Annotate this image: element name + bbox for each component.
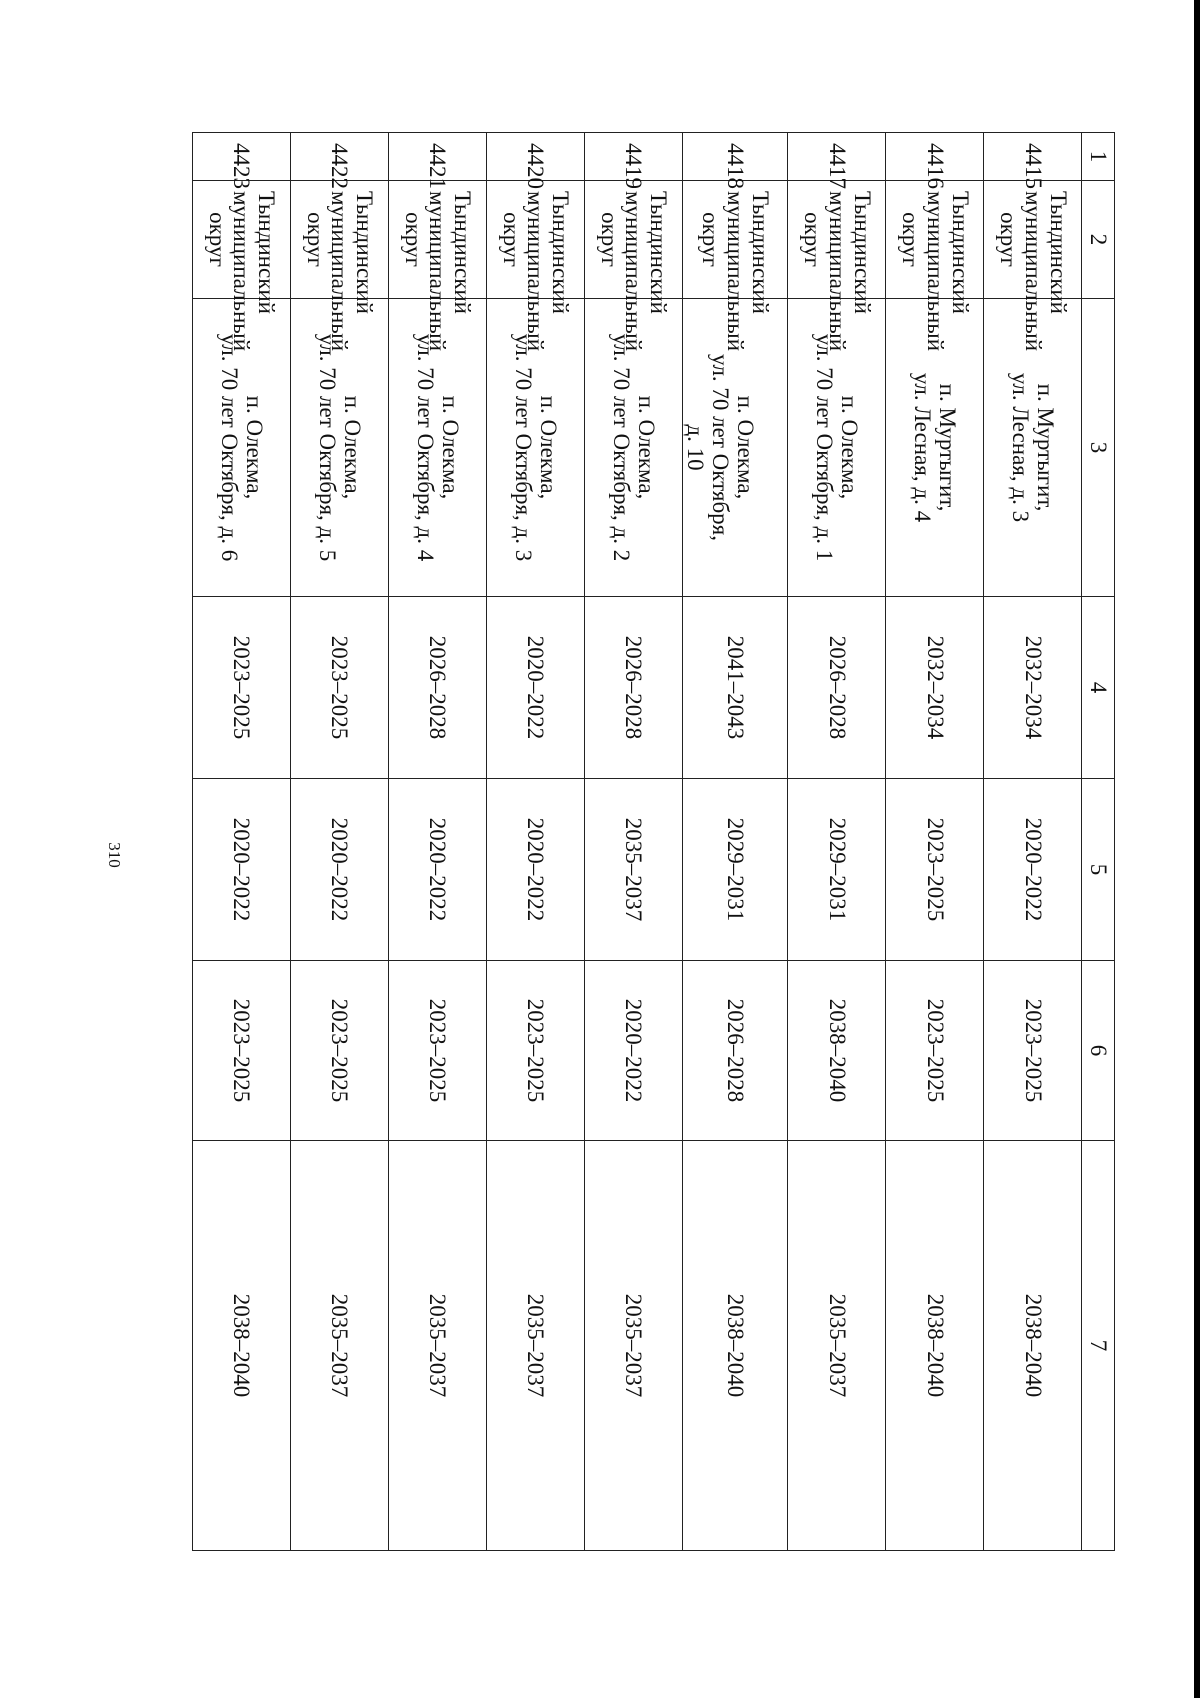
- table-row: [192, 133, 290, 1551]
- row-number-cell: 4420: [486, 133, 584, 181]
- row-number-cell: 4422: [290, 133, 388, 181]
- address-cell: [290, 299, 388, 597]
- table-row: [886, 133, 984, 1551]
- period-cell-5: 2020–2022: [984, 779, 1082, 961]
- period-cell-4: 2041–2043: [682, 597, 787, 779]
- address-line: п. Олекма,: [535, 395, 561, 500]
- address-line: ул. Лесная, д. 3: [1008, 372, 1034, 523]
- period-cell-6: 2038–2040: [788, 961, 886, 1141]
- address-line: п. Олекма,: [241, 395, 267, 500]
- district-cell: [388, 181, 486, 352]
- district-line: муниципальный: [523, 191, 549, 352]
- period-cell-4: 2026–2028: [788, 597, 886, 779]
- district-cell: [788, 181, 886, 352]
- period-cell-5: 2020–2022: [486, 779, 584, 961]
- period-cell-5: 2020–2022: [290, 779, 388, 961]
- header-cell-4: 4: [1082, 597, 1115, 779]
- header-cell-1: 1: [1082, 133, 1115, 181]
- address-cell: [788, 299, 886, 597]
- row-number-cell: 4423: [192, 133, 290, 181]
- address-cell: [388, 299, 486, 597]
- table-header: [1082, 133, 1115, 1551]
- district-line: муниципальный: [1020, 191, 1046, 352]
- row-number-cell: 4415: [984, 133, 1082, 181]
- period-cell-7: 2035–2037: [486, 1141, 584, 1551]
- table-row: [788, 133, 886, 1551]
- period-cell-7: 2038–2040: [192, 1141, 290, 1551]
- district-line: округ: [498, 212, 524, 267]
- row-number-cell: 4419: [584, 133, 682, 181]
- address-line: ул. 70 лет Октября, д. 6: [217, 333, 243, 562]
- table-row: [984, 133, 1082, 1551]
- address-line: п. Олекма,: [339, 395, 365, 500]
- header-cell-6: 6: [1082, 961, 1115, 1141]
- row-number-cell: 4421: [388, 133, 486, 181]
- data-table: [192, 132, 1115, 1551]
- district-line: округ: [596, 212, 622, 267]
- address-line: п. Олекма,: [733, 395, 758, 500]
- header-cell-2: 2: [1082, 181, 1115, 299]
- address-line: ул. 70 лет Октября, д. 4: [413, 333, 439, 562]
- district-line: Тындинский: [748, 191, 773, 314]
- period-cell-6: 2023–2025: [192, 961, 290, 1141]
- district-line: округ: [800, 212, 826, 267]
- address-line: п. Олекма,: [437, 395, 463, 500]
- district-cell: [486, 181, 584, 352]
- period-cell-4: 2020–2022: [486, 597, 584, 779]
- district-line: муниципальный: [425, 191, 451, 352]
- district-line: округ: [996, 212, 1022, 267]
- row-number-cell: 4417: [788, 133, 886, 181]
- period-cell-6: 2023–2025: [290, 961, 388, 1141]
- period-cell-6: 2020–2022: [584, 961, 682, 1141]
- period-cell-5: 2020–2022: [192, 779, 290, 961]
- header-cell-7: 7: [1082, 1141, 1115, 1551]
- page-number-text: 310: [105, 842, 124, 868]
- district-line: муниципальный: [621, 191, 647, 352]
- header-cell-3: 3: [1082, 299, 1115, 597]
- district-line: муниципальный: [824, 191, 850, 352]
- table-row: [584, 133, 682, 1551]
- period-cell-7: 2035–2037: [584, 1141, 682, 1551]
- period-cell-6: 2023–2025: [486, 961, 584, 1141]
- district-cell: [886, 181, 984, 352]
- scan-edge-border: [1194, 0, 1200, 1698]
- district-line: Тындинский: [849, 191, 875, 314]
- period-cell-4: 2026–2028: [584, 597, 682, 779]
- period-cell-4: 2026–2028: [388, 597, 486, 779]
- table-row: [388, 133, 486, 1551]
- period-cell-6: 2023–2025: [984, 961, 1082, 1141]
- district-line: Тындинский: [352, 191, 378, 314]
- period-cell-7: 2038–2040: [984, 1141, 1082, 1551]
- header-row: [1082, 133, 1115, 1551]
- district-line: округ: [698, 212, 724, 267]
- period-cell-7: 2038–2040: [886, 1141, 984, 1551]
- rotated-table-wrapper: [195, 132, 1115, 1550]
- period-cell-7: 2035–2037: [290, 1141, 388, 1551]
- address-line: ул. 70 лет Октября, д. 3: [511, 333, 537, 562]
- district-line: Тындинский: [450, 191, 476, 314]
- district-line: Тындинский: [1045, 191, 1071, 314]
- period-cell-5: 2035–2037: [584, 779, 682, 961]
- period-cell-6: 2026–2028: [682, 961, 787, 1141]
- address-line: п. Олекма,: [837, 395, 863, 500]
- period-cell-6: 2023–2025: [886, 961, 984, 1141]
- district-line: Тындинский: [548, 191, 574, 314]
- address-line: д. 10: [683, 424, 709, 471]
- period-cell-4: 2023–2025: [192, 597, 290, 779]
- period-cell-5: 2020–2022: [388, 779, 486, 961]
- table-body: [192, 133, 1081, 1551]
- district-cell: [682, 181, 787, 352]
- address-cell: [486, 299, 584, 597]
- district-line: округ: [302, 212, 328, 267]
- address-line: п. Муртыгит,: [935, 383, 961, 512]
- header-cell-5: 5: [1082, 779, 1115, 961]
- address-cell: [584, 299, 682, 597]
- district-line: округ: [898, 212, 924, 267]
- address-cell: [192, 299, 290, 597]
- address-line: ул. 70 лет Октября,: [708, 353, 734, 542]
- table-row: [682, 133, 787, 1551]
- period-cell-6: 2023–2025: [388, 961, 486, 1141]
- address-line: п. Олекма,: [633, 395, 659, 500]
- district-line: муниципальный: [327, 191, 353, 352]
- district-line: муниципальный: [229, 191, 255, 352]
- period-cell-4: 2032–2034: [984, 597, 1082, 779]
- district-line: Тындинский: [947, 191, 973, 314]
- table-row: [290, 133, 388, 1551]
- period-cell-5: 2029–2031: [682, 779, 787, 961]
- address-line: п. Муртыгит,: [1033, 383, 1059, 512]
- period-cell-4: 2032–2034: [886, 597, 984, 779]
- address-line: ул. 70 лет Октября, д. 2: [609, 333, 635, 562]
- table-row: [486, 133, 584, 1551]
- period-cell-4: 2023–2025: [290, 597, 388, 779]
- district-line: муниципальный: [723, 191, 749, 352]
- period-cell-5: 2029–2031: [788, 779, 886, 961]
- address-line: ул. Лесная, д. 4: [910, 372, 936, 523]
- district-cell: [192, 181, 290, 352]
- district-cell: [984, 181, 1082, 352]
- district-line: Тындинский: [646, 191, 672, 314]
- row-number-cell: 4416: [886, 133, 984, 181]
- address-line: ул. 70 лет Октября, д. 1: [812, 333, 838, 562]
- district-line: Тындинский: [254, 191, 280, 314]
- period-cell-7: 2035–2037: [388, 1141, 486, 1551]
- row-number-cell: 4418: [682, 133, 787, 181]
- period-cell-7: 2035–2037: [788, 1141, 886, 1551]
- district-cell: [290, 181, 388, 352]
- district-line: округ: [204, 212, 230, 267]
- district-cell: [584, 181, 682, 352]
- period-cell-7: 2038–2040: [682, 1141, 787, 1551]
- address-line: ул. 70 лет Октября, д. 5: [315, 333, 341, 562]
- district-line: округ: [400, 212, 426, 267]
- district-line: муниципальный: [922, 191, 948, 352]
- period-cell-5: 2023–2025: [886, 779, 984, 961]
